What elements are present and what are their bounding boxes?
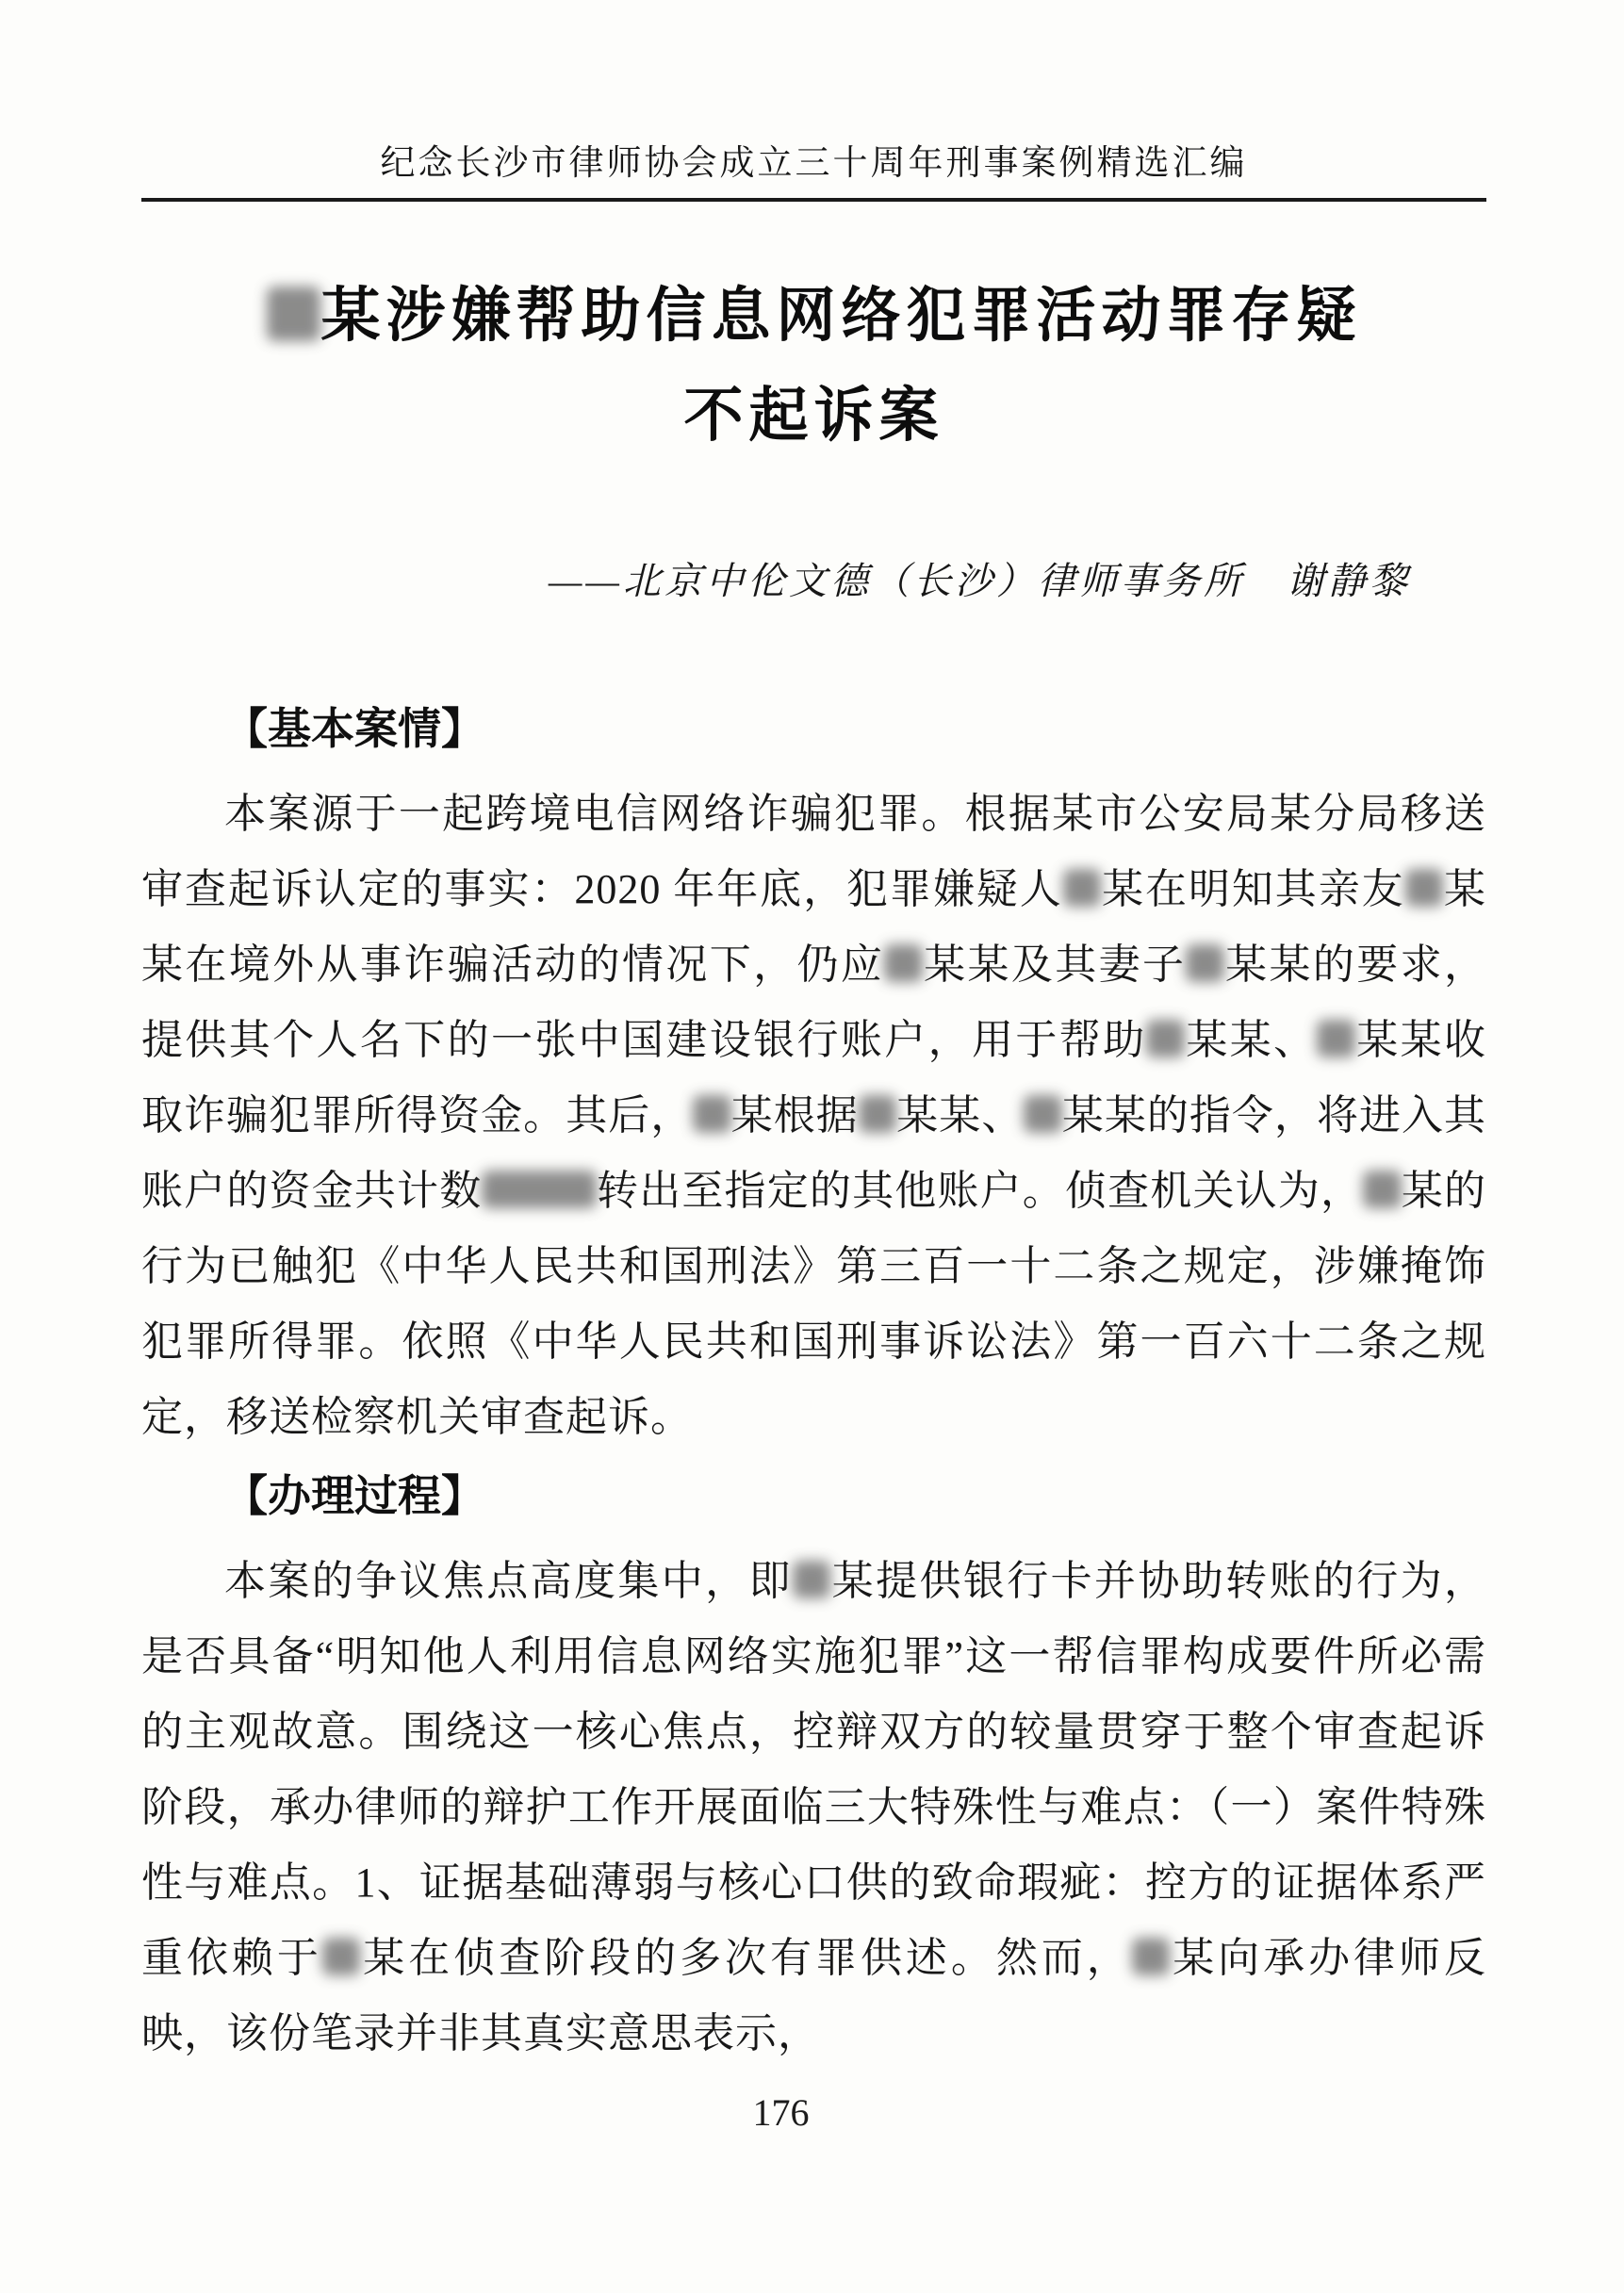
redacted-name xyxy=(1186,944,1223,982)
title-line-1: 某涉嫌帮助信息网络犯罪活动罪存疑 xyxy=(141,266,1486,366)
running-header: 纪念长沙市律师协会成立三十周年刑事案例精选汇编 xyxy=(380,144,1248,183)
redacted-name xyxy=(693,1095,730,1133)
redacted-name xyxy=(1405,869,1443,907)
header-rule-divider xyxy=(141,198,1486,202)
redacted-name xyxy=(859,1095,896,1133)
title-line-2: 不起诉案 xyxy=(683,383,944,449)
redacted-name xyxy=(884,944,922,982)
redacted-name xyxy=(1024,1095,1061,1133)
redacted-name xyxy=(1146,1020,1184,1057)
redacted-name xyxy=(322,1938,360,1975)
byline-law-firm-author: ——北京中伦文德（长沙）律师事务所 谢静黎 xyxy=(548,560,1411,602)
page-number: 176 xyxy=(752,2091,810,2134)
section-heading-basic-facts: 【基本案情】 xyxy=(224,705,484,753)
redacted-name xyxy=(793,1561,830,1598)
redacted-name xyxy=(482,1171,596,1208)
document-title xyxy=(141,266,1486,466)
section-basic-facts xyxy=(141,701,1486,1455)
redacted-name xyxy=(267,287,321,341)
redacted-name xyxy=(1363,1171,1401,1208)
redacted-name xyxy=(1063,869,1101,907)
paragraph-handling-process: 本案的争议焦点高度集中，即 某提供银行卡并协助转账的行为，是否具备“明知他人利用信息网络实施犯罪”这一帮信罪构成要件所必需的主观故意。围绕这一核心焦点，控辩双方的较量贯穿于整个审查起诉阶段，承办律师的辩护工作开展面临三大特殊性与难点：（一）案件特殊性与难点。1、证据基础薄弱与核心口供的致命瑕疵：控方的证据体系严重依赖于 某在侦查阶段的多次有罪供述。然而， 某向承办律师反映，该份笔录并非其真实意思表示， xyxy=(141,1558,1487,2056)
redacted-name xyxy=(1132,1938,1170,1975)
redacted-name xyxy=(1317,1020,1354,1057)
paragraph-basic-facts: 本案源于一起跨境电信网络诈骗犯罪。根据某市公安局某分局移送审查起诉认定的事实：2020 年年底，犯罪嫌疑人 某在明知其亲友 某某在境外从事诈骗活动的情况下，仍应 某某及其妻子 某某的要求，提供其个人名下的一张中国建设银行账户，用于帮助 某某、 某某收取诈骗犯罪所得资金。其后， 某根据 某某、 某某的指令，将进入其账户的资金共计数 转出至指定的其他账户。侦查机关认为， 某的行为已触犯《中华人民共和国刑法》第三百一十二条之规定，涉嫌掩饰犯罪所得罪。依照《中华人民共和国刑事诉讼法》第一百六十二条之规定，移送检察机关审查起诉。 xyxy=(141,791,1487,1440)
section-handling-process xyxy=(141,1468,1486,2072)
section-heading-handling-process: 【办理过程】 xyxy=(224,1472,484,1520)
